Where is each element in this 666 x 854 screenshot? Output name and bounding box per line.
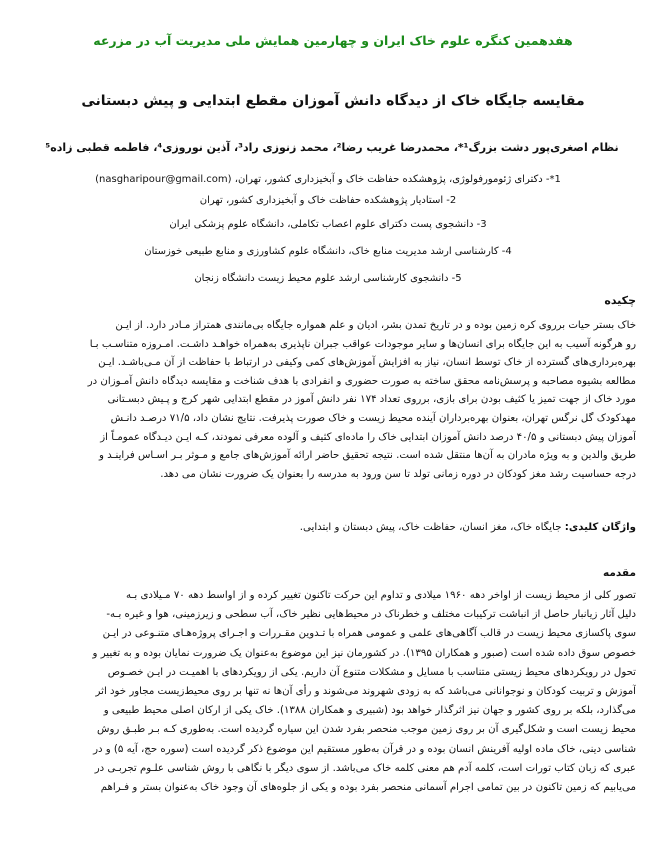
keywords-text: جایگاه خاک، مغز انسان، حفاظت خاک، پیش دبستان و ابتدایی. <box>299 522 565 533</box>
intro-line: تصور کلی از محیط زیست از اواخر دهه ۱۹۶۰ میلادی و تداوم این حرکت تاکنون تغییر کرده و از اواسط دهه ۷۰ مـیلادی بـه <box>125 590 636 601</box>
abstract-line: طریق والدین و به ویژه مادران به آن‌ها منتقل شده است. نتیجه تحقیق حاضر ارائه آموزش‌های جامع و مـوثر بـر اسـاس فراینـد و <box>99 450 636 462</box>
intro-line: تحول در رویکردهای محیط زیستی متناسب با مسایل و مشکلات متنوع آن داریم. یکی از رویکردهای با اهمیـت در ایـن خصـوص <box>107 666 636 678</box>
intro-line: می‌گذارد، بلکه بر روی کشور و جهان نیز اثرگذار خواهد بود (شبیری و همکاران ۱۳۸۸). خاک یکی از ارکان اصلی محیط طبیعی و <box>103 705 636 717</box>
affiliation-4: 4- کارشناسی ارشد مدیریت منابع خاک، دانشگاه علوم کشاورزی و منابع طبیعی خوزستان <box>144 246 512 257</box>
abstract-line: درجه حساسیت رشد مغز کودکان در دوره زمانی تولد تا سن ورود به مدرسه را بعنوان یک ضرورت نشان می دهد. <box>160 468 636 480</box>
abstract-line: آموزان پیش دبستانی و ۴۰/۵ درصد دانش آموزان ابتدایی خاک را ماده‌ای کثیف و آلوده معرفی نمودند، کـه ایـن دیـدگاه عمومـاً از <box>100 431 636 443</box>
affiliation-3: 3- دانشجوی پست دکترای علوم اعصاب تکاملی، دانشگاه علوم پزشکی ایران <box>169 219 487 230</box>
keywords <box>34 520 636 536</box>
abstract-line: مهدکودک گل نرگس تهران، بعنوان بهره‌برداران آینده محیط زیست و خاک صورت پذیرفت. نتایج نشان داد، ۷۱/۵ درصـد دانـش <box>110 412 636 424</box>
introduction-body <box>34 586 636 797</box>
abstract-line: بهره‌برداری‌های گسترده از خاک توسط انسان، نیاز به افزایش آموزش‌های کمی وکیفی در ارتباط با حفاظت از آن مـی‌باشـد. ایـن <box>98 357 636 369</box>
author-list: نظام اصغری‌پور دشت بزرگ¹*، محمدرضا غریب رضا²، محمد زنوزی راد³، آذین نوروزی⁴، فاطمه قطبی زاده⁵ <box>45 141 619 154</box>
abstract-body <box>34 317 636 484</box>
affiliation-2: 2- استادیار پژوهشکده حفاظت خاک و آبخیزداری کشور، تهران <box>199 195 457 206</box>
keywords-label: واژگان کلیدی: <box>564 522 636 533</box>
intro-line: می‌یابیم که زمین تاکنون در بین تمامی اجرام آسمانی منحصر بفرد بوده و یکی از جلوه‌های آن وجود خاک به‌عنوان بستر و فـراهم <box>100 782 636 794</box>
intro-line: سوی پاکسازی محیط زیست در قالب آگاهی‌های علمی و عمومی همراه با تـدوین مقـررات و اجـرای پروژه‌هـای متنـوعی در ایـن <box>102 628 636 640</box>
intro-line: دلیل آثار زیانبار حاصل از انباشت ترکیبات مختلف و خطرناک در محیط‌هایی نظیر خاک، آب سطحی و زیرزمینی، هوا و غیره بـه- <box>106 609 636 621</box>
abstract-heading: چکیده <box>604 294 636 307</box>
affiliation-1: 1*- دکترای ژئومورفولوژی، پژوهشکده حفاظت خاک و آبخیزداری کشور، تهران، (nasgharipour@gmail.com) <box>95 174 561 185</box>
intro-line: عبری که زبان کتاب تورات است، کلمه آدم هم معنی کلمه خاک می‌باشد. از سوی دیگر با نگاهی با روش شناسی علـوم تجربـی در <box>94 762 636 774</box>
intro-line: آموزش و تربیت کودکان و نوجوانانی می‌باشد که به زودی شهروند می‌شوند و رأی آن‌ها نه تنها بر روی محیط‌زیست مجاور خود اثر <box>95 686 636 698</box>
introduction-heading: مقدمه <box>603 567 636 579</box>
affiliation-5: 5- دانشجوی کارشناسی ارشد علوم محیط زیست دانشگاه زنجان <box>194 273 462 284</box>
intro-line: خصوص سوق داده شده است (صبور و همکاران ۱۳۹۵). در کشورمان نیز این موضوع به‌عنوان یک ضرورت نمایان بوده و به تغییر و <box>92 647 636 659</box>
abstract-line: مطالعه بشیوه مصاحبه و پرسش‌نامه محقق ساخته به صورت حضوری و انفرادی با هدف شناخت و مقایسه دیدگاه دانش آمـوزان در <box>87 375 636 387</box>
intro-line: محیط زیست است و شکل‌گیری آن بر روی زمین موجب منحصر بفرد شدن این سیاره گردیده است. به‌طوری کـه بـر طبـق روش <box>97 724 636 736</box>
abstract-line: رو هرگونه آسیب به این جایگاه برای انسان‌ها و سایر موجودات عواقب جبران ناپذیری به‌همراه خواهـد داشـت. امـروزه متناسـب بـا <box>89 338 636 350</box>
conference-header: هفدهمین کنگره علوم خاک ایران و چهارمین همایش ملی مدیریت آب در مزرعه <box>93 33 573 48</box>
abstract-line: خاک بستر حیات برروی کره زمین بوده و در تاریخ تمدن بشر، ادیان و علم همواره جایگاه بی‌مانندی همتراز مـادر دارد. از ایـن <box>115 320 636 331</box>
intro-line: شناسی دینی، خاک ماده اولیه آفرینش انسان بوده و در قرآن به‌طور مستقیم این موضوع ذکر گردیده است (سوره حج، آیه ۵) و در <box>93 743 636 755</box>
abstract-line: مورد خاک از جهت تمیز یا کثیف بودن برای بازی، برروی تعداد ۱۷۴ نفر دانش آموز در مقطع ابتدایی شهر کرج و پـیش دبسـتانی <box>107 394 636 406</box>
paper-title: مقایسه جایگاه خاک از دیدگاه دانش آموزان مقطع ابتدایی و پیش دبستانی <box>81 93 585 109</box>
